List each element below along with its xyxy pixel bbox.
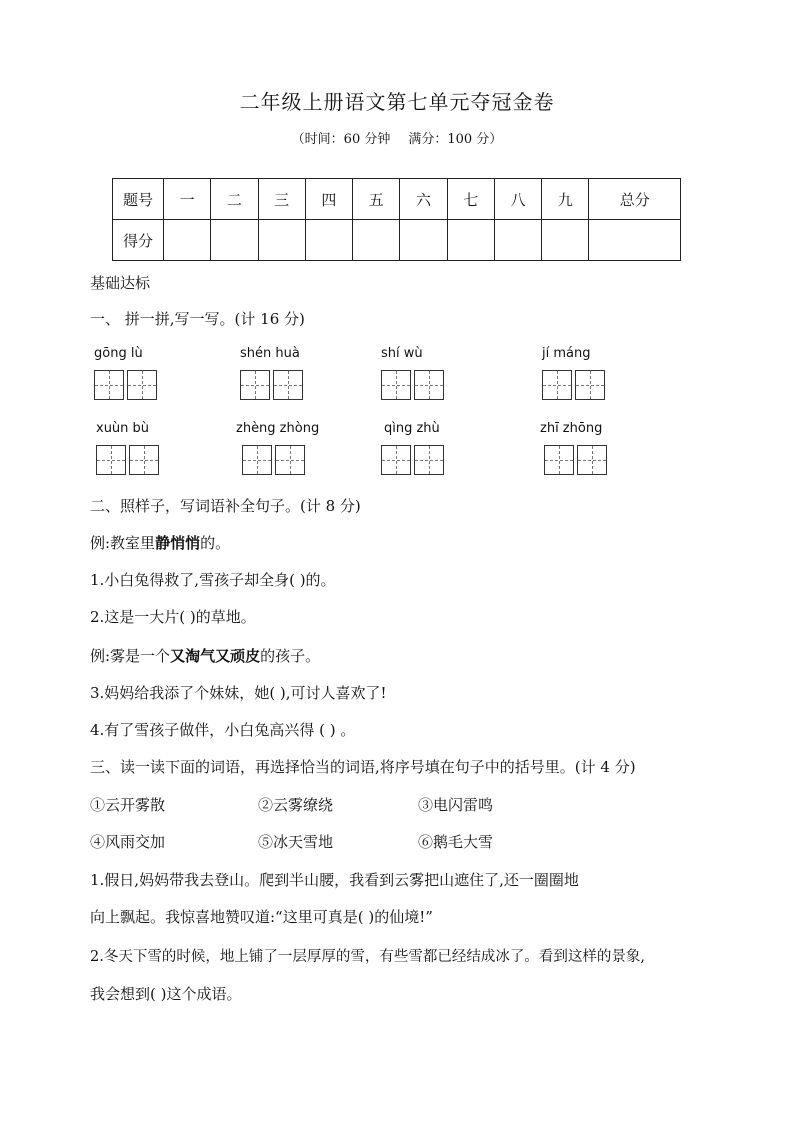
pinyin-item bbox=[96, 421, 162, 475]
score-cell[interactable] bbox=[542, 220, 589, 261]
pinyin-item bbox=[384, 421, 447, 475]
score-cell[interactable] bbox=[589, 220, 681, 261]
pinyin-text: qìng zhù bbox=[384, 421, 440, 436]
tian-box[interactable] bbox=[414, 445, 444, 475]
score-header-cell: 九 bbox=[542, 179, 589, 220]
score-header-cell: 七 bbox=[447, 179, 494, 220]
tian-box[interactable] bbox=[94, 370, 124, 400]
tian-box[interactable] bbox=[542, 370, 572, 400]
score-table bbox=[112, 178, 681, 261]
tian-box[interactable] bbox=[129, 445, 159, 475]
score-header-cell: 一 bbox=[164, 179, 211, 220]
pinyin-item bbox=[236, 421, 319, 475]
example-text: 例:雾是一个 bbox=[90, 647, 171, 665]
example-text: 例:教室里 bbox=[90, 534, 156, 552]
score-header-cell: 四 bbox=[305, 179, 352, 220]
score-cell[interactable] bbox=[164, 220, 211, 261]
q3-option: ⑤冰天雪地 bbox=[258, 833, 334, 851]
q2-sentence-2: 2.这是一大片( )的草地。 bbox=[90, 608, 256, 626]
pinyin-text: xuùn bù bbox=[96, 421, 150, 436]
pinyin-text: shén huà bbox=[240, 346, 300, 361]
q3-option: ⑥鹅毛大雪 bbox=[418, 833, 494, 851]
score-header-cell: 八 bbox=[494, 179, 541, 220]
score-cell[interactable] bbox=[400, 220, 447, 261]
tian-box[interactable] bbox=[127, 370, 157, 400]
q3-option: ④风雨交加 bbox=[90, 833, 166, 851]
pinyin-text: gōng lù bbox=[94, 346, 143, 361]
example-text: 的孩子。 bbox=[260, 647, 321, 665]
pinyin-text: jí máng bbox=[542, 346, 591, 361]
score-header-cell: 五 bbox=[353, 179, 400, 220]
tian-box[interactable] bbox=[414, 370, 444, 400]
score-header-cell: 总分 bbox=[589, 179, 681, 220]
tian-box[interactable] bbox=[275, 445, 305, 475]
tian-box[interactable] bbox=[240, 370, 270, 400]
pinyin-item bbox=[94, 346, 160, 400]
score-row-label: 得分 bbox=[113, 220, 164, 261]
pinyin-text: zhī zhōng bbox=[540, 421, 603, 436]
section-basic: 基础达标 bbox=[90, 274, 151, 292]
pinyin-item bbox=[542, 346, 608, 400]
score-cell[interactable] bbox=[494, 220, 541, 261]
q2-sentence-3: 3.妈妈给我添了个妹妹，她( ),可讨人喜欢了! bbox=[90, 684, 387, 702]
q2-example-2 bbox=[90, 645, 320, 666]
tian-box[interactable] bbox=[381, 445, 411, 475]
pinyin-item bbox=[540, 421, 610, 475]
score-cell[interactable] bbox=[258, 220, 305, 261]
score-table-score-row bbox=[113, 220, 681, 261]
pinyin-item bbox=[240, 346, 306, 400]
tian-box[interactable] bbox=[575, 370, 605, 400]
tian-box[interactable] bbox=[96, 445, 126, 475]
q3-option: ②云雾缭绕 bbox=[258, 796, 334, 814]
page-subtitle bbox=[0, 128, 794, 147]
score-cell[interactable] bbox=[211, 220, 258, 261]
tian-box[interactable] bbox=[273, 370, 303, 400]
tian-box[interactable] bbox=[242, 445, 272, 475]
score-header-cell: 题号 bbox=[113, 179, 164, 220]
tian-box[interactable] bbox=[544, 445, 574, 475]
score-header-cell: 三 bbox=[258, 179, 305, 220]
q2-heading: 二、照样子，写词语补全句子。(计 8 分) bbox=[90, 497, 361, 515]
q3-option: ①云开雾散 bbox=[90, 796, 166, 814]
q3-heading: 三、读一读下面的词语，再选择恰当的词语,将序号填在句子中的括号里。(计 4 分) bbox=[90, 758, 636, 776]
q3-sentence-2-line-1: 2.冬天下雪的时候，地上铺了一层厚厚的雪，有些雪都已经结成冰了。看到这样的景象, bbox=[90, 949, 645, 965]
tian-box[interactable] bbox=[381, 370, 411, 400]
score-header-cell: 二 bbox=[211, 179, 258, 220]
score-header-cell: 六 bbox=[400, 179, 447, 220]
pinyin-text: shí wù bbox=[381, 346, 423, 361]
tian-box[interactable] bbox=[577, 445, 607, 475]
score-cell[interactable] bbox=[353, 220, 400, 261]
score-cell[interactable] bbox=[447, 220, 494, 261]
q3-sentence-1-line-1: 1.假日,妈妈带我去登山。爬到半山腰，我看到云雾把山遮住了,还一圈圈地 bbox=[90, 871, 579, 889]
pinyin-item bbox=[381, 346, 447, 400]
page-title: 二年级上册语文第七单元夺冠金卷 bbox=[239, 90, 555, 114]
example-bold-word: 又淘气又顽皮 bbox=[170, 647, 261, 665]
time-limit: （时间：60 分钟 bbox=[291, 132, 391, 147]
example-bold-word: 静悄悄 bbox=[155, 534, 201, 552]
score-cell[interactable] bbox=[305, 220, 352, 261]
score-table-header-row bbox=[113, 179, 681, 220]
q2-sentence-1: 1.小白兔得救了,雪孩子却全身( )的。 bbox=[90, 571, 336, 589]
q3-sentence-2-line-2: 我会想到( )这个成语。 bbox=[90, 985, 242, 1003]
q3-option: ③电闪雷鸣 bbox=[418, 796, 494, 814]
q1-heading: 一、 拼一拼,写一写。(计 16 分) bbox=[90, 310, 305, 328]
pinyin-text: zhèng zhòng bbox=[236, 421, 320, 436]
full-score: 满分：100 分） bbox=[408, 132, 503, 147]
q3-sentence-1-line-2: 向上飘起。我惊喜地赞叹道:“这里可真是( )的仙境!” bbox=[90, 908, 433, 926]
q2-example-1 bbox=[90, 532, 230, 553]
example-text: 的。 bbox=[200, 534, 231, 552]
q2-sentence-4: 4.有了雪孩子做伴，小白兔高兴得 ( ) 。 bbox=[90, 721, 356, 739]
